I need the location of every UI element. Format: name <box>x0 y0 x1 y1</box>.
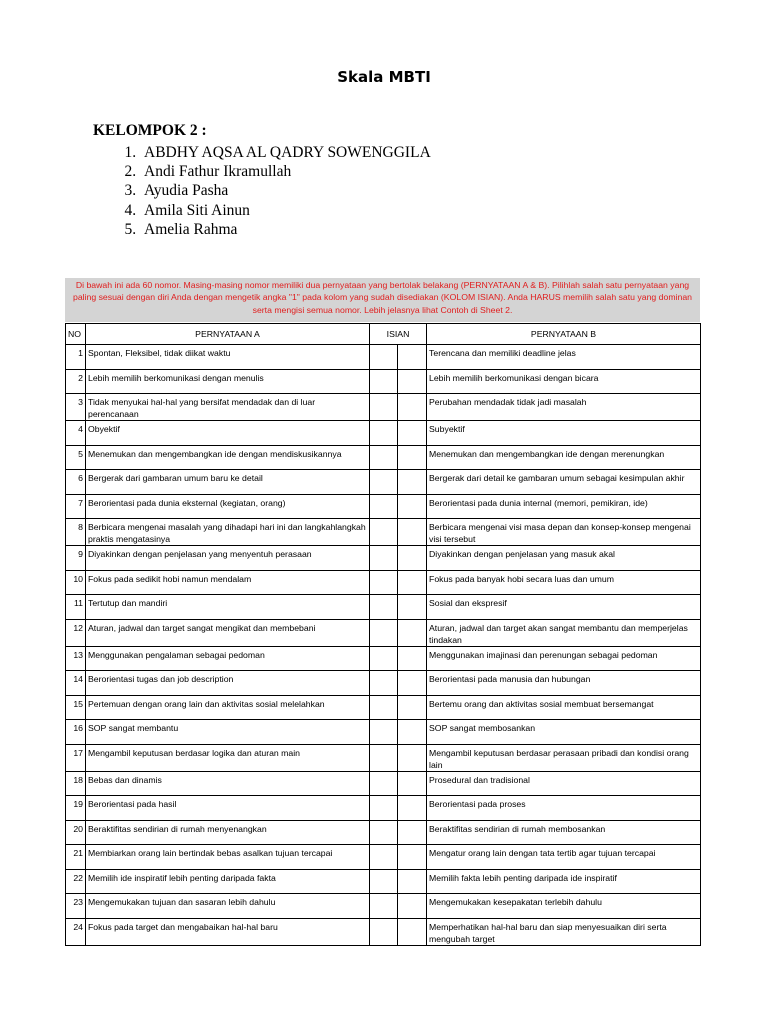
header-pernyataan-b: PERNYATAAN B <box>427 324 701 345</box>
row-number: 10 <box>66 570 86 595</box>
isian-b-cell[interactable] <box>398 445 427 470</box>
row-number: 15 <box>66 695 86 720</box>
table-row <box>66 394 701 421</box>
row-number: 13 <box>66 646 86 671</box>
isian-a-cell[interactable] <box>370 595 398 620</box>
table-row <box>66 771 701 796</box>
isian-a-cell[interactable] <box>370 820 398 845</box>
statement-a: Berorientasi pada dunia eksternal (kegiatan, orang) <box>86 494 370 519</box>
statement-b: Mengemukakan kesepakatan terlebih dahulu <box>427 894 701 919</box>
isian-b-cell[interactable] <box>398 820 427 845</box>
isian-b-cell[interactable] <box>398 470 427 495</box>
statement-a: Tidak menyukai hal-hal yang bersifat mendadak dan di luar perencanaan <box>86 394 370 421</box>
row-number: 11 <box>66 595 86 620</box>
row-number: 2 <box>66 369 86 394</box>
isian-a-cell[interactable] <box>370 695 398 720</box>
member-item: 3. Ayudia Pasha <box>140 181 431 200</box>
statement-b: Berbicara mengenai visi masa depan dan konsep-konsep mengenai visi tersebut <box>427 519 701 546</box>
isian-b-cell[interactable] <box>398 744 427 771</box>
isian-a-cell[interactable] <box>370 394 398 421</box>
table-row <box>66 918 701 945</box>
statement-b: Perubahan mendadak tidak jadi masalah <box>427 394 701 421</box>
isian-b-cell[interactable] <box>398 695 427 720</box>
isian-a-cell[interactable] <box>370 369 398 394</box>
statement-a: Mengemukakan tujuan dan sasaran lebih dahulu <box>86 894 370 919</box>
isian-a-cell[interactable] <box>370 918 398 945</box>
isian-a-cell[interactable] <box>370 445 398 470</box>
statement-a: Aturan, jadwal dan target sangat mengikat dan membebani <box>86 619 370 646</box>
table-row <box>66 494 701 519</box>
statement-b: Memilih fakta lebih penting daripada ide inspiratif <box>427 869 701 894</box>
statement-a: Beraktifitas sendirian di rumah menyenangkan <box>86 820 370 845</box>
statement-b: Diyakinkan dengan penjelasan yang masuk akal <box>427 546 701 571</box>
group-heading: KELOMPOK 2 : <box>93 122 207 139</box>
isian-b-cell[interactable] <box>398 369 427 394</box>
instructions-line: Di bawah ini ada 60 nomor. Masing-masing nomor memiliki dua pernyataan yang bertolak belakang (PERNYATAAN A & B). Pilihlah salah satu pernyataan yang <box>75 280 690 290</box>
row-number: 3 <box>66 394 86 421</box>
table-row <box>66 470 701 495</box>
table-row <box>66 720 701 745</box>
table-row <box>66 845 701 870</box>
row-number: 20 <box>66 820 86 845</box>
row-number: 12 <box>66 619 86 646</box>
table-row <box>66 445 701 470</box>
isian-a-cell[interactable] <box>370 671 398 696</box>
statement-a: Mengambil keputusan berdasar logika dan aturan main <box>86 744 370 771</box>
isian-a-cell[interactable] <box>370 646 398 671</box>
table-row <box>66 894 701 919</box>
isian-b-cell[interactable] <box>398 671 427 696</box>
isian-a-cell[interactable] <box>370 494 398 519</box>
row-number: 19 <box>66 796 86 821</box>
statement-b: Berorientasi pada proses <box>427 796 701 821</box>
statement-a: Memilih ide inspiratif lebih penting daripada fakta <box>86 869 370 894</box>
table-row <box>66 820 701 845</box>
table-row <box>66 796 701 821</box>
mbti-table <box>65 323 701 946</box>
statement-b: Berorientasi pada manusia dan hubungan <box>427 671 701 696</box>
isian-b-cell[interactable] <box>398 494 427 519</box>
page-title: Skala MBTI <box>337 68 431 86</box>
instructions-box <box>65 278 700 322</box>
isian-b-cell[interactable] <box>398 570 427 595</box>
statement-a: Membiarkan orang lain bertindak bebas asalkan tujuan tercapai <box>86 845 370 870</box>
statement-b: Memperhatikan hal-hal baru dan siap menyesuaikan diri serta mengubah target <box>427 918 701 945</box>
statement-b: Mengatur orang lain dengan tata tertib agar tujuan tercapai <box>427 845 701 870</box>
statement-b: Bertemu orang dan aktivitas sosial membuat bersemangat <box>427 695 701 720</box>
row-number: 7 <box>66 494 86 519</box>
statement-b: Fokus pada banyak hobi secara luas dan umum <box>427 570 701 595</box>
statement-b: Subyektif <box>427 421 701 446</box>
table-body <box>66 345 701 946</box>
isian-a-cell[interactable] <box>370 771 398 796</box>
header-isian: ISIAN <box>370 324 427 345</box>
isian-a-cell[interactable] <box>370 894 398 919</box>
statement-a: Berorientasi tugas dan job description <box>86 671 370 696</box>
statement-a: Lebih memilih berkomunikasi dengan menulis <box>86 369 370 394</box>
table-row <box>66 345 701 370</box>
table-row <box>66 421 701 446</box>
statement-a: Fokus pada target dan mengabaikan hal-hal baru <box>86 918 370 945</box>
row-number: 18 <box>66 771 86 796</box>
isian-b-cell[interactable] <box>398 894 427 919</box>
table-row <box>66 646 701 671</box>
row-number: 9 <box>66 546 86 571</box>
table-row <box>66 570 701 595</box>
statement-b: Menggunakan imajinasi dan perenungan sebagai pedoman <box>427 646 701 671</box>
statement-a: Bergerak dari gambaran umum baru ke detail <box>86 470 370 495</box>
isian-b-cell[interactable] <box>398 421 427 446</box>
isian-b-cell[interactable] <box>398 619 427 646</box>
header-pernyataan-a: PERNYATAAN A <box>86 324 370 345</box>
row-number: 23 <box>66 894 86 919</box>
isian-a-cell[interactable] <box>370 845 398 870</box>
statement-a: Tertutup dan mandiri <box>86 595 370 620</box>
isian-a-cell[interactable] <box>370 519 398 546</box>
member-list <box>93 143 431 239</box>
isian-a-cell[interactable] <box>370 421 398 446</box>
isian-b-cell[interactable] <box>398 646 427 671</box>
statement-a: Obyektif <box>86 421 370 446</box>
isian-b-cell[interactable] <box>398 796 427 821</box>
statement-b: Lebih memilih berkomunikasi dengan bicara <box>427 369 701 394</box>
statement-a: Berorientasi pada hasil <box>86 796 370 821</box>
table-row <box>66 519 701 546</box>
statement-b: Aturan, jadwal dan target akan sangat membantu dan memperjelas tindakan <box>427 619 701 646</box>
table-row <box>66 619 701 646</box>
statement-b: Sosial dan ekspresif <box>427 595 701 620</box>
group-section <box>93 122 431 239</box>
row-number: 1 <box>66 345 86 370</box>
table-row <box>66 595 701 620</box>
header-no: NO <box>66 324 86 345</box>
row-number: 22 <box>66 869 86 894</box>
row-number: 16 <box>66 720 86 745</box>
isian-b-cell[interactable] <box>398 918 427 945</box>
member-item: 4. Amila Siti Ainun <box>140 201 431 220</box>
isian-b-cell[interactable] <box>398 595 427 620</box>
isian-a-cell[interactable] <box>370 570 398 595</box>
isian-b-cell[interactable] <box>398 869 427 894</box>
statement-a: Spontan, Fleksibel, tidak diikat waktu <box>86 345 370 370</box>
statement-b: Beraktifitas sendirian di rumah membosankan <box>427 820 701 845</box>
table-row <box>66 695 701 720</box>
table-row <box>66 869 701 894</box>
instructions-line: serta mengisi semua nomor. Lebih jelasnya lihat Contoh di Sheet 2. <box>252 304 513 315</box>
row-number: 24 <box>66 918 86 945</box>
isian-a-cell[interactable] <box>370 796 398 821</box>
isian-a-cell[interactable] <box>370 720 398 745</box>
table-row <box>66 546 701 571</box>
isian-b-cell[interactable] <box>398 845 427 870</box>
statement-a: Menemukan dan mengembangkan ide dengan mendiskusikannya <box>86 445 370 470</box>
table-row <box>66 369 701 394</box>
statement-b: Mengambil keputusan berdasar perasaan pribadi dan kondisi orang lain <box>427 744 701 771</box>
statement-a: Pertemuan dengan orang lain dan aktivitas sosial melelahkan <box>86 695 370 720</box>
isian-a-cell[interactable] <box>370 869 398 894</box>
statement-b: SOP sangat membosankan <box>427 720 701 745</box>
statement-a: Menggunakan pengalaman sebagai pedoman <box>86 646 370 671</box>
row-number: 6 <box>66 470 86 495</box>
statement-a: Diyakinkan dengan penjelasan yang menyentuh perasaan <box>86 546 370 571</box>
statement-b: Prosedural dan tradisional <box>427 771 701 796</box>
isian-b-cell[interactable] <box>398 394 427 421</box>
member-item: 5. Amelia Rahma <box>140 220 431 239</box>
row-number: 5 <box>66 445 86 470</box>
isian-b-cell[interactable] <box>398 546 427 571</box>
statement-b: Menemukan dan mengembangkan ide dengan merenungkan <box>427 445 701 470</box>
statement-b: Bergerak dari detail ke gambaran umum sebagai kesimpulan akhir <box>427 470 701 495</box>
table-header-row <box>66 324 701 345</box>
isian-a-cell[interactable] <box>370 345 398 370</box>
statement-a: Berbicara mengenai masalah yang dihadapi hari ini dan langkahlangkah praktis mengatasinya <box>86 519 370 546</box>
row-number: 8 <box>66 519 86 546</box>
member-item: 2. Andi Fathur Ikramullah <box>140 162 431 181</box>
statement-a: Bebas dan dinamis <box>86 771 370 796</box>
statement-b: Berorientasi pada dunia internal (memori, pemikiran, ide) <box>427 494 701 519</box>
isian-b-cell[interactable] <box>398 345 427 370</box>
instructions-line: paling sesuai dengan diri Anda dengan mengetik angka "1" pada kolom yang sudah disediakan (KOLOM ISIAN). Anda HARUS memilih salah satu yang dominan <box>72 292 692 303</box>
table-row <box>66 744 701 771</box>
row-number: 17 <box>66 744 86 771</box>
isian-b-cell[interactable] <box>398 720 427 745</box>
statement-a: SOP sangat membantu <box>86 720 370 745</box>
member-item: 1. ABDHY AQSA AL QADRY SOWENGGILA <box>140 143 431 162</box>
row-number: 21 <box>66 845 86 870</box>
row-number: 14 <box>66 671 86 696</box>
isian-a-cell[interactable] <box>370 470 398 495</box>
isian-b-cell[interactable] <box>398 771 427 796</box>
statement-b: Terencana dan memiliki deadline jelas <box>427 345 701 370</box>
table-row <box>66 671 701 696</box>
isian-a-cell[interactable] <box>370 546 398 571</box>
statement-a: Fokus pada sedikit hobi namun mendalam <box>86 570 370 595</box>
isian-a-cell[interactable] <box>370 744 398 771</box>
isian-b-cell[interactable] <box>398 519 427 546</box>
row-number: 4 <box>66 421 86 446</box>
isian-a-cell[interactable] <box>370 619 398 646</box>
